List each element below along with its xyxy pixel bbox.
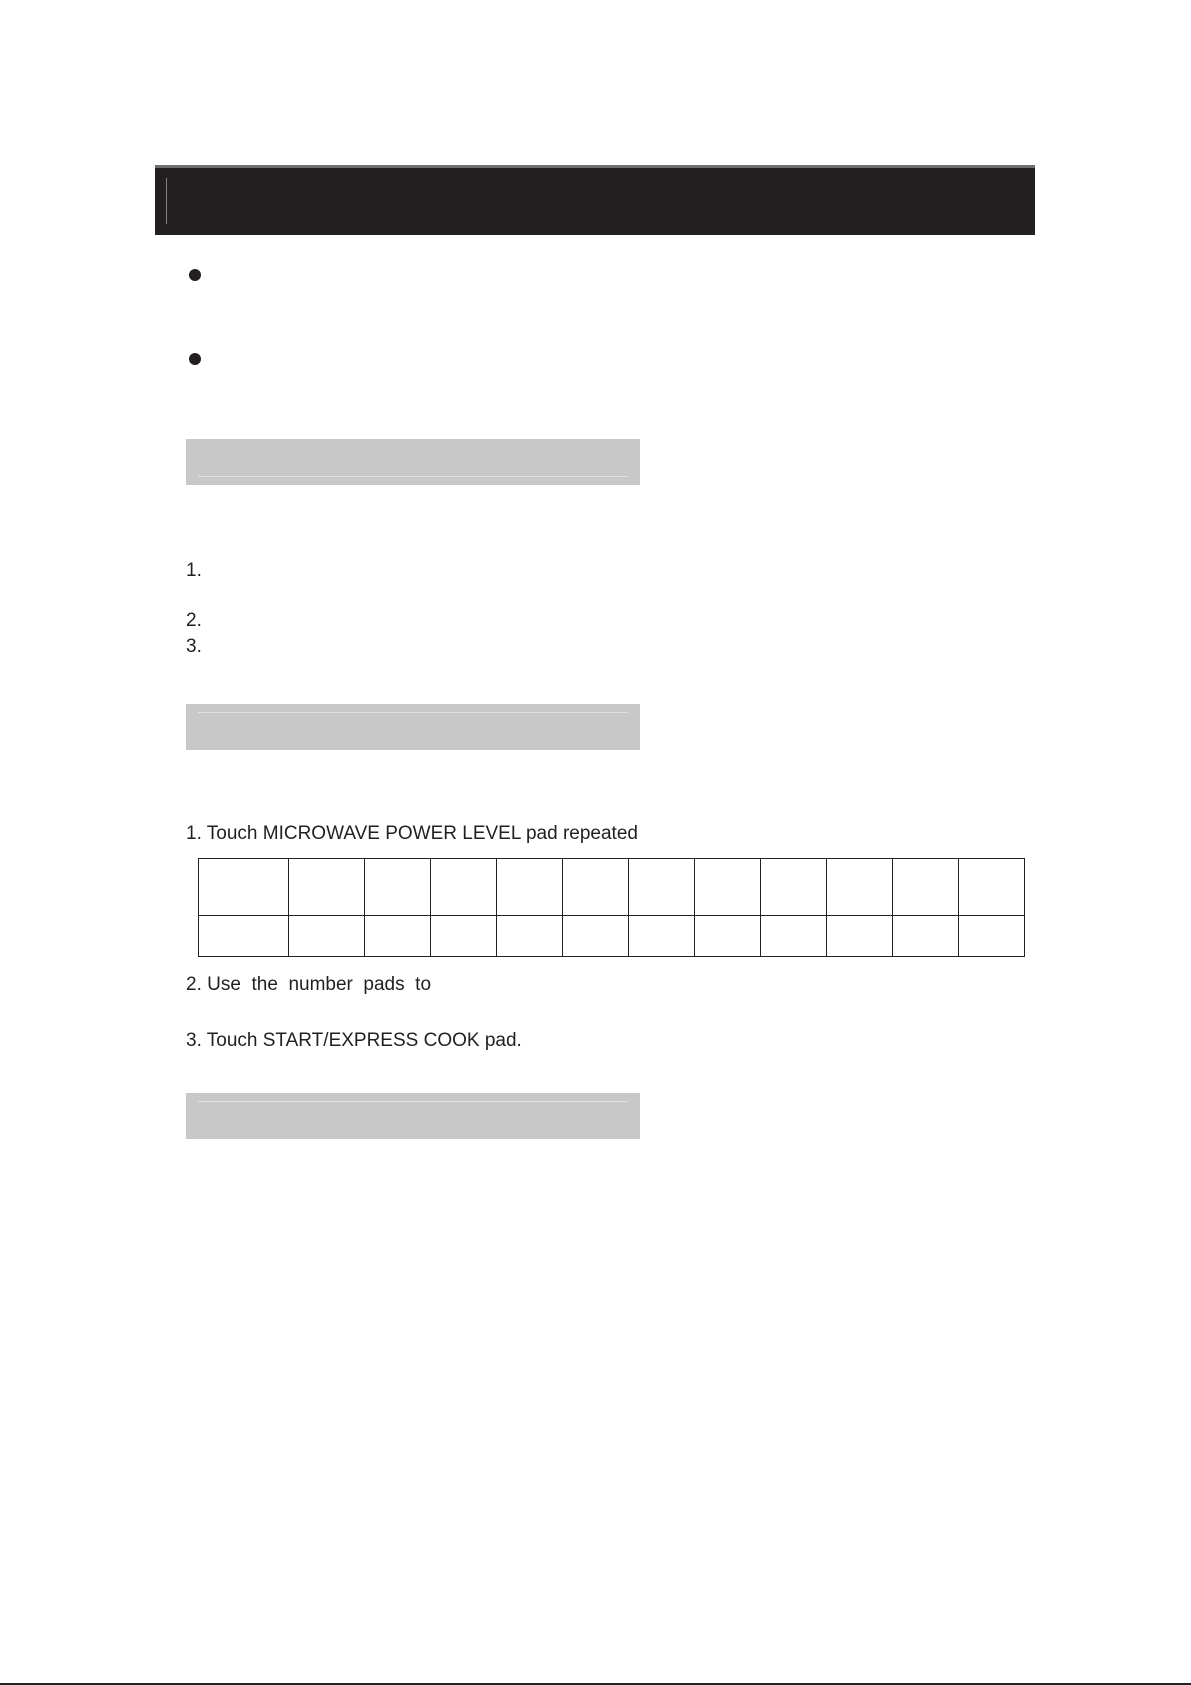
table-cell <box>629 859 695 916</box>
table-row <box>199 859 1025 916</box>
table-cell <box>827 916 893 957</box>
header-bar-divider <box>166 178 167 224</box>
bullet-icon <box>189 353 201 365</box>
table-cell <box>289 859 365 916</box>
table-cell <box>563 859 629 916</box>
table-cell <box>497 916 563 957</box>
section-a-step-3: 3. <box>186 636 202 657</box>
section-b-title-bar <box>186 704 640 750</box>
table-cell <box>695 859 761 916</box>
table-cell <box>497 859 563 916</box>
table-cell <box>199 859 289 916</box>
section-b-step-3: 3. Touch START/EXPRESS COOK pad. <box>186 1030 522 1051</box>
table-cell <box>629 916 695 957</box>
table-cell <box>365 916 431 957</box>
section-b-step-1: 1. Touch MICROWAVE POWER LEVEL pad repeated <box>186 823 638 844</box>
table-cell <box>563 916 629 957</box>
bullet-icon <box>189 269 201 281</box>
table-cell <box>959 859 1025 916</box>
table-cell <box>827 859 893 916</box>
table-cell <box>289 916 365 957</box>
power-level-table <box>198 858 1025 957</box>
section-a-step-2: 2. <box>186 610 202 631</box>
table-cell <box>761 916 827 957</box>
table-cell <box>893 859 959 916</box>
section-a-title-rule <box>198 476 628 477</box>
table-cell <box>959 916 1025 957</box>
table-cell <box>893 916 959 957</box>
table-row <box>199 916 1025 957</box>
section-c-title-bar <box>186 1093 640 1139</box>
section-b-title-rule <box>198 712 628 713</box>
section-a-step-1: 1. <box>186 560 202 581</box>
section-header-bar <box>155 165 1035 235</box>
table-cell <box>199 916 289 957</box>
section-b-step-2: 2. Use the number pads to <box>186 974 432 995</box>
table-cell <box>695 916 761 957</box>
section-a-title-bar <box>186 439 640 485</box>
section-c-title-rule <box>198 1101 628 1102</box>
table-cell <box>431 859 497 916</box>
table-cell <box>761 859 827 916</box>
table-cell <box>365 859 431 916</box>
table-cell <box>431 916 497 957</box>
